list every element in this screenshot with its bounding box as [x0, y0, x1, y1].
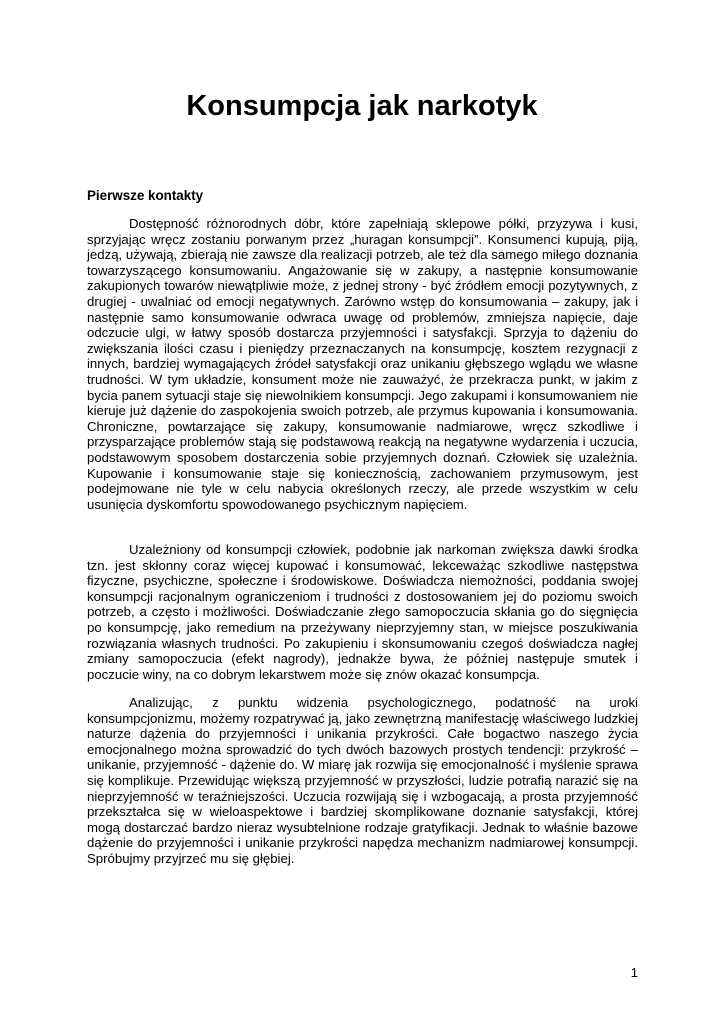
section-heading: Pierwsze kontakty [87, 188, 204, 203]
paragraph-3: Analizując, z punktu widzenia psychologicznego, podatność na uroki konsumpcjonizmu, możemy rozpatrywać ją, jako zewnętrzną manifestację właściwego ludzkiej naturze dążenia do przyjemności i unikania przykrości. Całe bogactwo naszego życia emocjonalnego można sprowadzić do tych dwóch bazowych prostych tendencji: przykrość – unikanie, przyjemność - dążenie do. W miarę jak rozwija się emocjonalność i myślenie sprawa się komplikuje. Przewidując większą przyjemność w przyszłości, ludzie potrafią narazić się na nieprzyjemność w teraźniejszości. Uczucia rozwijają się i wzbogacają, a prosta przyjemność przekształca się w wieloaspektowe i bardziej skomplikowane doznanie satysfakcji, której mogą dostarczać bardzo nieraz wysubtelnione rodzaje gratyfikacji. Jednak to właśnie bazowe dążenie do przyjemności i unikanie przykrości napędza mechanizm nadmiarowej konsumpcji. Spróbujmy przyjrzeć mu się głębiej. [87, 695, 638, 866]
paragraph-1: Dostępność różnorodnych dóbr, które zapełniają sklepowe półki, przyzywa i kusi, sprzyjając wręcz zostaniu porwanym przez „huragan konsumpcji”. Konsumenci kupują, piją, jedzą, używają, zbierają nie zawsze dla realizacji potrzeb, ale też dla samego miłego doznania towarzyszącego konsumowaniu. Angażowanie się w zakupy, a następnie konsumowanie zakupionych towarów niewątpliwie może, z jednej strony - być źródłem emocji pozytywnych, z drugiej - uwalniać od emocji negatywnych. Zarówno wstęp do konsumowania – zakupy, jak i następnie samo konsumowanie odwraca uwagę od problemów, zmniejsza napięcie, daje odczucie ulgi, w łatwy sposób dostarcza przyjemności i satysfakcji. Sprzyja to dążeniu do zwiększania ilości czasu i pieniędzy przeznaczanych na konsumpcję, kosztem rezygnacji z innych, bardziej wymagających źródeł satysfakcji oraz unikaniu głębszego wglądu we własne trudności. W tym układzie, konsument może nie zauważyć, że przekracza punkt, w jakim z bycia panem sytuacji staje się niewolnikiem konsumpcji. Jego zakupami i konsumowaniem nie kieruje już dążenie do zaspokojenia swoich potrzeb, ale przymus kupowania i konsumowania. Chroniczne, powtarzające się zakupy, konsumowanie nadmiarowe, wręcz szkodliwe i przysparzające problemów stają się podstawową reakcją na negatywne wydarzenia i uczucia, podstawowym sposobem dostarczenia sobie przyjemnych doznań. Człowiek się uzależnia. Kupowanie i konsumowanie staje się koniecznością, zachowaniem przymusowym, jest podejmowane nie tyle w celu nabycia określonych rzeczy, ale przede wszystkim w celu usunięcia dyskomfortu spowodowanego psychicznym napięciem. [87, 216, 638, 512]
document-title: Konsumpcja jak narkotyk [186, 90, 538, 122]
page-number: 1 [630, 965, 638, 980]
paragraph-2: Uzależniony od konsumpcji człowiek, podobnie jak narkoman zwiększa dawki środka tzn. jest skłonny coraz więcej kupować i konsumować, lekceważąc szkodliwe następstwa fizyczne, psychiczne, społeczne i środowiskowe. Doświadcza niemożności, poddania swojej konsumpcji racjonalnym ograniczeniom i trudności z dostosowaniem jej do poziomu swoich potrzeb, a często i możliwości. Doświadczanie złego samopoczucia skłania go do sięgnięcia po konsumpcję, jako remedium na przeżywany nieprzyjemny stan, w miejsce poszukiwania rozwiązania własnych trudności. Po zakupieniu i skonsumowaniu czegoś doświadcza nagłej zmiany samopoczucia (efekt nagrody), jednakże bywa, że później następuje smutek i poczucie winy, na co dobrym lekarstwem może się znów okazać konsumpcja. [87, 542, 638, 682]
